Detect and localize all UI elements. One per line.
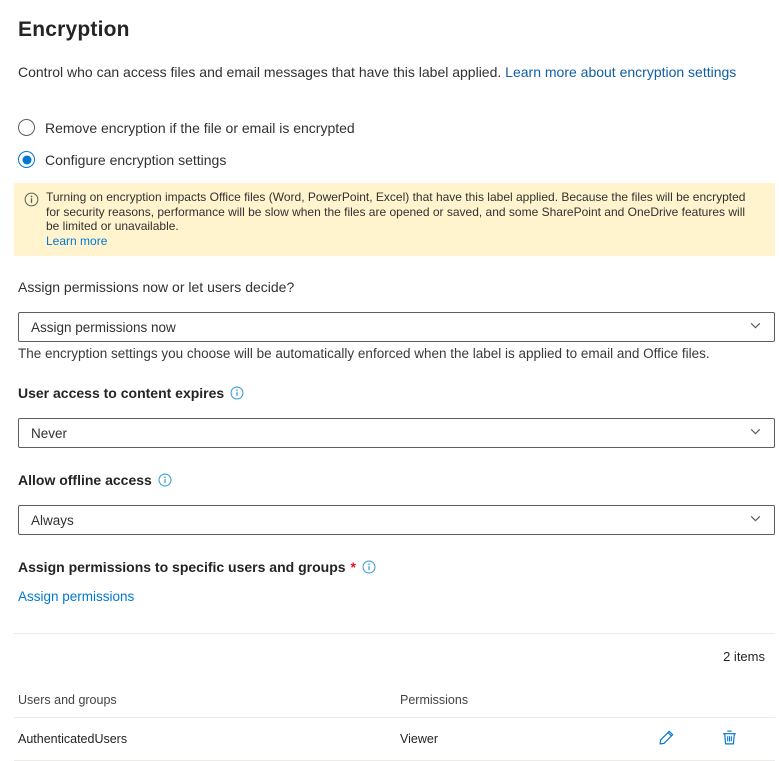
radio-selected-icon	[18, 151, 35, 168]
assign-permissions-info-icon[interactable]	[362, 560, 376, 574]
table-row[interactable]	[18, 718, 775, 760]
warning-banner	[14, 183, 775, 256]
assign-mode-helper-text: The encryption settings you choose will be automatically enforced when the label is applied to email and Office files.	[18, 346, 710, 361]
row-permission-value: Viewer	[400, 732, 438, 746]
page-title: Encryption	[18, 18, 130, 41]
table-header-row	[18, 693, 775, 717]
banner-learn-more-link[interactable]: Learn more	[46, 233, 108, 248]
column-header-permissions[interactable]: Permissions	[400, 693, 469, 707]
expires-dropdown-value: Never	[31, 425, 68, 441]
assign-permissions-link[interactable]: Assign permissions	[18, 589, 135, 604]
assign-mode-dropdown[interactable]	[18, 312, 775, 342]
offline-dropdown-value: Always	[31, 512, 74, 528]
chevron-down-icon	[749, 425, 762, 441]
offline-dropdown[interactable]	[18, 505, 775, 535]
assign-permissions-label: Assign permissions to specific users and groups	[18, 559, 346, 575]
assign-mode-dropdown-value: Assign permissions now	[31, 319, 176, 335]
row-users-value: AuthenticatedUsers	[18, 732, 128, 746]
encryption-settings-page	[0, 18, 779, 761]
expires-label: User access to content expires	[18, 385, 225, 401]
radio-unselected-icon	[18, 119, 35, 136]
offline-info-icon[interactable]	[158, 473, 172, 487]
radio-remove-encryption[interactable]	[18, 119, 775, 136]
chevron-down-icon	[749, 319, 762, 335]
pencil-icon	[658, 729, 675, 749]
column-header-users[interactable]: Users and groups	[18, 693, 117, 707]
assign-mode-label: Assign permissions now or let users decide?	[18, 279, 295, 295]
expires-label-row	[18, 385, 775, 401]
learn-more-encryption-link[interactable]: Learn more about encryption settings	[505, 64, 737, 80]
trash-icon	[721, 729, 738, 749]
assign-permissions-label-row	[18, 559, 775, 575]
radio-configure-encryption[interactable]	[18, 151, 775, 168]
page-description	[18, 64, 775, 80]
warning-banner-text: Turning on encryption impacts Office files (Word, PowerPoint, Excel) that have this label applied. Because the files will be encrypted for security reasons, performance will be slow when the files are opened or saved, and some SharePoint and OneDrive features will be limited or unavailable. Learn more	[46, 190, 746, 248]
radio-remove-encryption-label: Remove encryption if the file or email is encrypted	[45, 119, 355, 136]
offline-label-row	[18, 472, 775, 488]
delete-button[interactable]	[721, 729, 738, 749]
info-icon	[24, 192, 39, 248]
row-actions	[658, 729, 775, 749]
encryption-radio-group	[18, 119, 775, 168]
offline-label: Allow offline access	[18, 472, 152, 488]
chevron-down-icon	[749, 512, 762, 528]
page-description-text: Control who can access files and email messages that have this label applied.	[18, 64, 502, 80]
expires-dropdown[interactable]	[18, 418, 775, 448]
expires-info-icon[interactable]	[230, 386, 244, 400]
divider	[14, 633, 775, 634]
edit-button[interactable]	[658, 729, 675, 749]
items-count: 2 items	[723, 649, 765, 664]
radio-configure-encryption-label: Configure encryption settings	[45, 151, 227, 168]
required-asterisk: *	[350, 559, 356, 575]
